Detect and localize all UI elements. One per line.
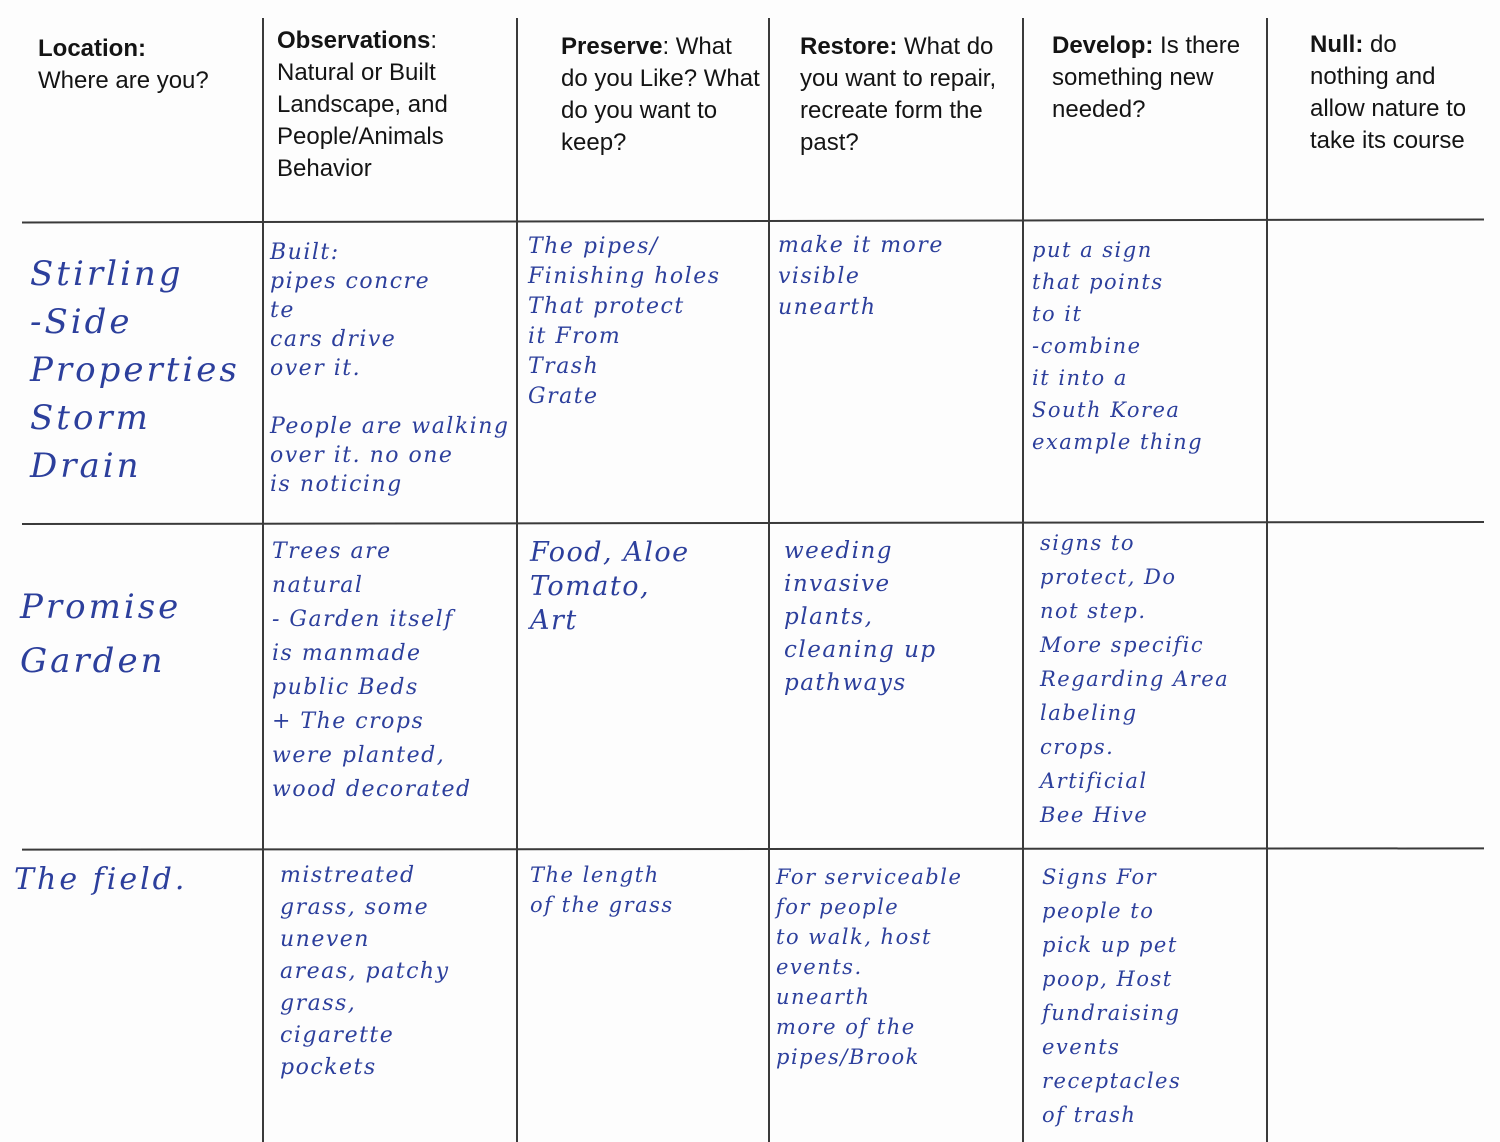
row-divider bbox=[22, 847, 1484, 850]
row1-preserve: The pipes/ Finishing holes That protect it From Trash Grate bbox=[528, 234, 721, 409]
header-location bbox=[38, 33, 248, 97]
header-develop bbox=[1052, 30, 1258, 126]
row1-observations: Built: pipes concre te cars drive over it. People are walking over it. no one is noticing bbox=[270, 240, 510, 497]
row3-location: The field. bbox=[14, 862, 188, 897]
column-divider bbox=[1022, 18, 1024, 1142]
header-null bbox=[1310, 29, 1478, 157]
row1-develop: put a sign that points to it -combine it into a South Korea example thing bbox=[1032, 238, 1204, 454]
row2-develop: signs to protect, Do not step. More specific Regarding Area labeling crops. Artificial Bee Hive bbox=[1040, 531, 1230, 827]
row3-restore: For serviceable for people to walk, host events. unearth more of the pipes/Brook bbox=[776, 865, 963, 1069]
header-observations-prompt: : Natural or Built Landscape, and People/Animals Behavior bbox=[277, 27, 448, 182]
header-location-title: Location: bbox=[38, 35, 146, 62]
header-develop-prompt: Is there something new needed? bbox=[1052, 32, 1241, 123]
row-divider bbox=[22, 521, 1484, 525]
header-observations-title: Observations bbox=[277, 27, 431, 54]
row1-location: Stirling -Side Properties Storm Drain bbox=[30, 254, 240, 486]
row1-restore: make it more visible unearth bbox=[778, 233, 944, 320]
row2-preserve: Food, Aloe Tomato, Art bbox=[530, 537, 690, 636]
row2-restore: weeding invasive plants, cleaning up pathways bbox=[784, 538, 937, 696]
header-preserve-prompt: : What do you Like? What do you want to keep? bbox=[561, 33, 760, 156]
row3-observations: mistreated grass, some uneven areas, patchy grass, cigarette pockets bbox=[280, 863, 450, 1080]
header-null-prompt: do nothing and allow nature to take its course bbox=[1310, 31, 1467, 154]
row2-location: Promise Garden bbox=[20, 587, 182, 681]
header-develop-title: Develop: bbox=[1052, 32, 1154, 59]
header-observations bbox=[277, 25, 509, 185]
header-restore-title: Restore: bbox=[800, 33, 898, 60]
header-preserve-title: Preserve bbox=[561, 33, 663, 60]
row3-develop: Signs For people to pick up pet poop, Host fundraising events receptacles of trash bbox=[1042, 865, 1182, 1127]
header-restore-prompt: What do you want to repair, recreate form the past? bbox=[800, 33, 997, 156]
column-divider bbox=[262, 18, 264, 1142]
row2-observations: Trees are natural - Garden itself is manmade public Beds + The crops were planted, wood decorated bbox=[272, 539, 472, 802]
row3-preserve: The length of the grass bbox=[530, 863, 674, 917]
row-divider bbox=[22, 218, 1484, 223]
header-preserve bbox=[561, 31, 761, 159]
column-divider bbox=[768, 18, 770, 1142]
header-location-prompt: Where are you? bbox=[38, 67, 209, 94]
header-restore bbox=[800, 31, 1010, 159]
header-null-title: Null: bbox=[1310, 31, 1364, 58]
